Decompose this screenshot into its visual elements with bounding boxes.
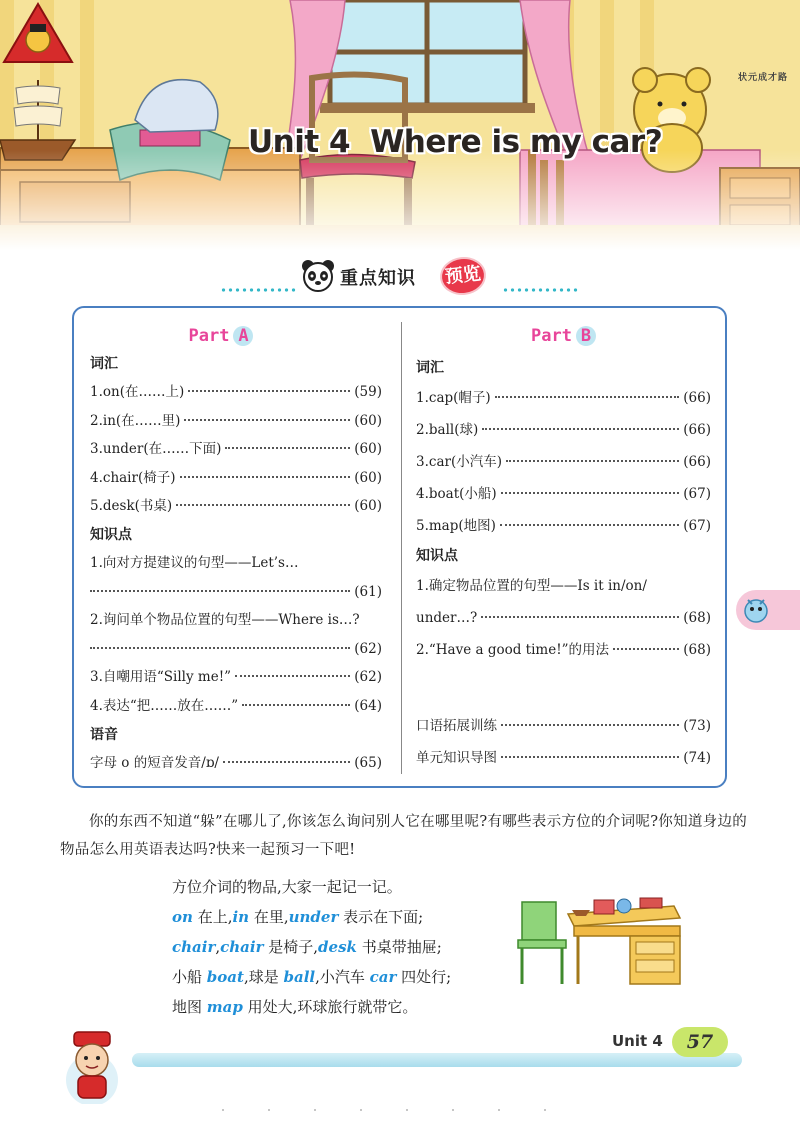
toc-entry-text: 4.boat(小船) [416,486,497,502]
toc-entry-text: 3.自嘲用语“Silly me!” [90,669,232,686]
toc-entry[interactable] [90,464,382,493]
toc-entry-text: 2.in(在……里) [90,412,181,429]
unit-question: Where is my car? [370,124,663,160]
toc-entry[interactable] [416,446,711,478]
toc-entry[interactable] [416,742,711,774]
dot-leader [242,704,350,706]
rhyme-text: 是椅子, [263,938,319,956]
dot-leader [506,460,679,462]
toc-entry[interactable] [90,378,382,407]
toc-entry-page: (60) [354,412,382,429]
toc-entry[interactable] [416,510,711,542]
panda-icon [300,258,336,294]
mascot-icon [50,1020,134,1104]
toc-entry-page: (67) [683,486,711,502]
rhyme-text: 四处行; [396,968,452,986]
toc-entry-page: (65) [354,754,382,771]
toc-entry-continuation[interactable] [416,602,711,634]
toc-entry-page: (66) [683,422,711,438]
toc-entry-page: (62) [354,640,382,657]
dot-leader [481,616,679,618]
part-b-title [416,322,711,350]
part-b-title-word: Part [531,326,572,346]
part-b-column [416,322,711,774]
toc-entry[interactable] [90,692,382,721]
toc-entry[interactable] [416,382,711,414]
rhyme-line [172,932,512,962]
toc-entry-text: 1.向对方提建议的句型——Let’s… [90,554,299,571]
toc-entry-text: 2.ball(球) [416,422,479,438]
toc-entry-page: (61) [354,583,382,600]
footer-unit-label: Unit 4 [612,1032,663,1050]
part-b-knowledge-heading: 知识点 [416,548,458,564]
publisher-logo-icon [0,0,76,80]
toc-entry-text: 4.表达“把……放在……” [90,697,239,714]
toc-entry-text: 4.chair(椅子) [90,469,176,486]
part-a-column [90,322,382,777]
keyword: chair [172,938,216,956]
part-b-vocab-heading: 词汇 [416,360,444,376]
toc-entry[interactable] [90,549,382,578]
keyword: car [369,968,397,986]
rhyme-line [172,992,512,1022]
part-b-letter: B [576,326,596,346]
publisher-logo-text: 状元成才路 [737,73,788,83]
toc-entry[interactable] [90,492,382,521]
bottom-specks [200,1108,580,1112]
rhyme-text: 用处大,环球旅行就带它。 [242,998,418,1016]
toc-entry-page: (62) [354,669,382,686]
part-a-vocab-heading: 词汇 [90,356,118,372]
toc-entry[interactable] [416,478,711,510]
toc-entry-continuation[interactable] [90,635,382,664]
part-a-knowledge-heading: 知识点 [90,526,132,543]
toc-entry-text: 2.“Have a good time!”的用法 [416,642,610,658]
toc-entry-page: (74) [683,750,711,766]
toc-entry-page: (66) [683,454,711,470]
toc-entry-page: (67) [683,518,711,534]
dot-leader [225,447,350,449]
toc-entry-text: 3.car(小汽车) [416,454,502,470]
preview-badge: 预览 [440,257,485,295]
rhyme-text: 书桌带抽屉; [356,938,442,956]
unit-title [248,124,663,174]
rhyme-text: 表示在下面; [338,908,424,926]
dot-leader [501,492,680,494]
dotted-ornament-left [220,288,298,292]
keyword: under [288,908,339,926]
toc-entry[interactable] [90,435,382,464]
rhyme-text: ,小汽车 [315,968,370,986]
toc-entry-text: 5.map(地图) [416,518,496,534]
dot-leader [223,761,350,763]
toc-entry-continuation[interactable] [90,578,382,607]
intro-paragraph: 你的东西不知道“躲”在哪儿了,你该怎么询问别人它在哪里呢?有哪些表示方位的介词呢?你知道身边的物品怎么用英语表达吗?快来一起预习一下吧! [60,814,748,858]
toc-entry-page: (68) [683,610,711,626]
toc-entry-page: (59) [354,384,382,400]
toc-entry[interactable] [90,749,382,778]
keyword: ball [283,968,316,986]
section-heading [220,258,580,298]
toc-entry[interactable] [416,414,711,446]
toc-entry-page: (60) [354,441,382,458]
part-a-letter: A [233,326,253,346]
toc-entry-page: (73) [683,718,711,734]
dotted-ornament-right [502,288,580,292]
toc-entry-text: 3.under(在……下面) [90,441,222,458]
rhyme-text: 地图 [172,998,207,1016]
keyword: on [172,908,193,926]
toc-entry[interactable] [416,710,711,742]
dot-leader [184,419,350,421]
toc-entry-text: 2.询问单个物品位置的句型——Where is…? [90,612,360,629]
dot-leader [613,648,679,650]
keyword: boat [206,968,244,986]
side-tab [736,590,800,630]
keyword: in [232,908,250,926]
dot-leader [501,756,679,758]
dot-leader [188,390,350,392]
toc-entry-text: under…? [416,610,478,626]
toc-entry-text: 字母 o 的短音发音/ɒ/ [90,754,219,771]
dot-leader [482,428,679,430]
toc-entry[interactable] [90,663,382,692]
toc-entry[interactable] [416,634,711,666]
page-number: 57 [672,1027,728,1057]
dot-leader [180,476,351,478]
rhyme-line [172,902,512,932]
rhyme-text: 在上, [192,908,233,926]
rhyme-text: , [215,938,221,956]
dragon-mascot-icon [740,594,772,626]
toc-entry-text: 口语拓展训练 [416,718,497,734]
keyword: map [206,998,243,1016]
dot-leader [90,590,350,592]
footer-bar [132,1053,742,1067]
dot-leader [500,524,679,526]
toc-entry-page: (66) [683,390,711,406]
rhyme [172,872,512,1022]
toc-entry-page: (60) [354,469,382,486]
desk-and-chair-illustration [512,884,682,990]
toc-entry-text: 单元知识导图 [416,750,497,766]
toc-entry-text: 5.desk(书桌) [90,498,173,515]
rhyme-line [172,962,512,992]
toc-entry[interactable] [90,407,382,436]
part-a-phonics-heading: 语音 [90,726,118,743]
contents-box [72,306,727,788]
keyword: desk [318,938,357,956]
dot-leader [501,724,679,726]
rhyme-text: 小船 [172,968,207,986]
dot-leader [235,675,350,677]
section-title: 重点知识 [340,268,416,289]
rhyme-text: ,球是 [243,968,284,986]
toc-entry-text: 1.cap(帽子) [416,390,491,406]
column-divider [401,322,402,774]
toc-entry-text: 1.on(在……上) [90,384,185,400]
dot-leader [90,647,350,649]
toc-entry-page: (68) [683,642,711,658]
rhyme-text: 在里, [249,908,289,926]
part-a-title-word: Part [188,326,230,346]
unit-number: Unit 4 [248,124,351,160]
toc-entry-page: (60) [354,498,382,515]
toc-entry[interactable] [416,570,711,602]
toc-entry-page: (64) [354,697,382,714]
toc-entry[interactable] [90,606,382,635]
keyword: chair [220,938,264,956]
dot-leader [495,396,680,398]
dot-leader [176,504,350,506]
toc-entry-text: 1.确定物品位置的句型——Is it in/on/ [416,578,647,594]
header-banner [0,0,800,250]
rhyme-line: 方位介词的物品,大家一起记一记。 [172,878,402,896]
part-a-title [60,322,382,350]
